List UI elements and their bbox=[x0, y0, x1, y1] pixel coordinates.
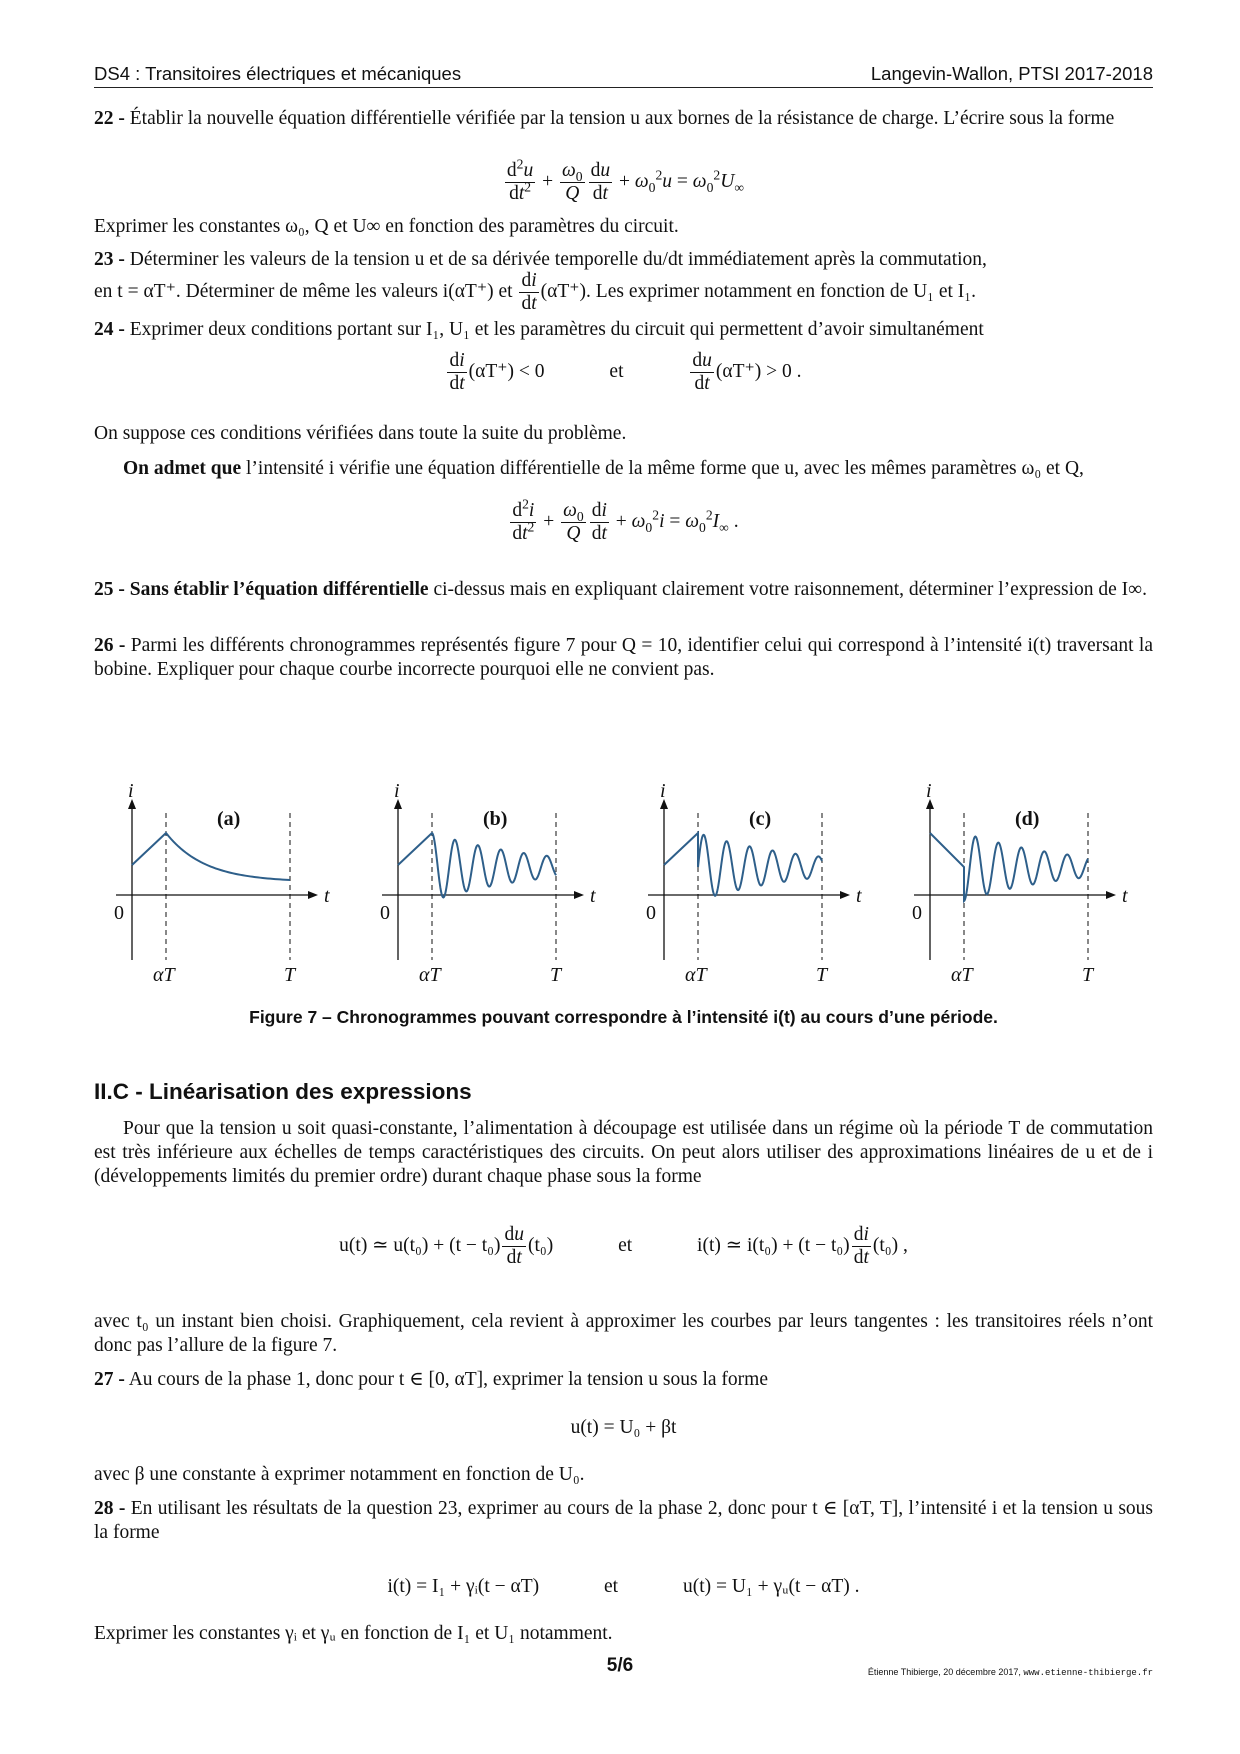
x-axis-arrow bbox=[574, 891, 584, 899]
q27-equation: u(t) = U₀ + βt bbox=[570, 1417, 677, 1438]
chronogram-curve bbox=[398, 833, 556, 897]
cond-and: et bbox=[609, 360, 624, 382]
eq-and: et bbox=[618, 1234, 633, 1256]
t-label: T bbox=[284, 964, 296, 986]
question-text: Au cours de la phase 1, donc pour t ∈ [0, αT], exprimer la tension u sous la forme bbox=[128, 1369, 768, 1390]
y-axis-label: i bbox=[394, 780, 400, 802]
q23-line2a: en t = αT⁺. Déterminer de même les valeurs i(αT⁺) et bbox=[94, 280, 513, 302]
x-axis-label: t bbox=[324, 885, 330, 907]
alpha-t-label: αT bbox=[685, 964, 707, 986]
question-text: En utilisant les résultats de la question 23, exprimer au cours de la phase 2, donc pour t ∈ [αT, T], l’intensité i et la tension u sous la forme bbox=[94, 1498, 1154, 1543]
question-number: 26 - bbox=[94, 635, 126, 656]
panel-label: (d) bbox=[1015, 808, 1040, 830]
alpha-t-label: αT bbox=[419, 964, 441, 986]
footer-credit-text: Étienne Thibierge, 20 décembre 2017, bbox=[867, 1667, 1021, 1677]
footer-url: www.etienne-thibierge.fr bbox=[1023, 1668, 1153, 1678]
page-number: 5/6 bbox=[606, 1655, 634, 1676]
question-text: Déterminer les valeurs de la tension u et de sa dérivée temporelle du/dt immédiatement après la commutation, bbox=[129, 249, 987, 270]
question-number: 24 - bbox=[94, 319, 125, 340]
question-23-line2: en t = αT⁺. Déterminer de même les valeurs i(αT⁺) et $\frac{di}{dt}$ (αT⁺). Les exprimer notamment en fonction de U₁ et I₁. bbox=[94, 270, 976, 314]
q28-eq-and: et bbox=[604, 1576, 619, 1597]
cond-right: (αT⁺) > 0 . bbox=[715, 360, 802, 382]
q23-line2b: (αT⁺). Les exprimer notamment en fonction de U₁ et I₁. bbox=[540, 280, 976, 302]
question-number: 22 - bbox=[94, 108, 125, 129]
eq-right-b: (t₀) , bbox=[872, 1234, 908, 1256]
origin-label: 0 bbox=[912, 902, 922, 924]
linear-approx-equation: u(t) ≃ u(t₀) + (t − t₀) $\frac{du}{dt}$ (t₀) et i(t) ≃ i(t₀) + (t − t₀) $\frac{di}{dt}$ (t₀) , bbox=[339, 1224, 908, 1268]
page-header bbox=[94, 62, 1153, 88]
t-label: T bbox=[816, 964, 828, 986]
x-axis-label: t bbox=[856, 885, 862, 907]
lin-follow: avec t₀ un instant bien choisi. Graphiquement, cela revient à approximer les courbes par leurs tangentes : les transitoires réels n’ont donc pas l’allure de la figure 7. bbox=[94, 1311, 1153, 1356]
chronogram-curve bbox=[664, 833, 822, 896]
panel-label: (a) bbox=[217, 808, 241, 830]
question-number: 25 - bbox=[94, 579, 125, 600]
alpha-t-label: αT bbox=[951, 964, 973, 986]
question-23 bbox=[94, 248, 1153, 272]
y-axis-label: i bbox=[926, 780, 932, 802]
t-label: T bbox=[550, 964, 562, 986]
q27-follow: avec β une constante à exprimer notamment en fonction de U₀. bbox=[94, 1464, 585, 1485]
x-axis-label: t bbox=[1122, 885, 1128, 907]
panel-label: (c) bbox=[749, 808, 772, 830]
origin-label: 0 bbox=[380, 902, 390, 924]
question-text: Exprimer deux conditions portant sur I₁, U₁ et les paramètres du circuit qui permettent d’avoir simultanément bbox=[129, 319, 984, 340]
question-28 bbox=[94, 1497, 1153, 1545]
eq-left-b: (t₀) bbox=[527, 1234, 554, 1256]
chronogram-curve bbox=[930, 833, 1088, 901]
question-27 bbox=[94, 1368, 1153, 1392]
admit-bold: On admet que bbox=[123, 458, 242, 479]
cond-left: (αT⁺) < 0 bbox=[468, 360, 545, 382]
origin-label: 0 bbox=[646, 902, 656, 924]
lin-intro-text: Pour que la tension u soit quasi-constante, l’alimentation à découpage est utilisée dans un régime où la période T de commutation est très inférieure aux échelles de temps caractéristiques des circuits. On peut alors utiliser des approximations linéaires de u et de i (développements limités du premier ordre) durant chaque phase sous la forme bbox=[94, 1118, 1153, 1187]
header-left: DS4 : Transitoires électriques et mécaniques bbox=[94, 63, 462, 84]
question-25 bbox=[94, 578, 1153, 602]
origin-label: 0 bbox=[114, 902, 124, 924]
admit-paragraph bbox=[94, 457, 1153, 481]
question-text: ci-dessus mais en expliquant clairement votre raisonnement, déterminer l’expression de I∞. bbox=[433, 579, 1147, 600]
q28-follow: Exprimer les constantes γᵢ et γᵤ en fonction de I₁ et U₁ notamment. bbox=[94, 1623, 613, 1644]
figure-caption: Figure 7 – Chronogrammes pouvant correspondre à l’intensité i(t) au cours d’une période. bbox=[249, 1007, 998, 1027]
equation-i: $\frac{d^2i}{dt^2}$ + $\frac{\omega_0}{Q}$ $\frac{di}{dt}$ + $\omega_0^2i = \omega_0^2I_\infty$ . bbox=[512, 496, 739, 544]
q28-equation bbox=[94, 1575, 1153, 1599]
question-number: 28 - bbox=[94, 1498, 126, 1519]
question-text: Parmi les différents chronogrammes représentés figure 7 pour Q = 10, identifier celui qui correspond à l’intensité i(t) traversant la bobine. Expliquer pour chaque courbe incorrecte pourquoi elle ne convient pas. bbox=[94, 635, 1153, 680]
question-bold: Sans établir l’équation différentielle bbox=[129, 579, 429, 600]
t-label: T bbox=[1082, 964, 1094, 986]
x-axis-arrow bbox=[840, 891, 850, 899]
x-axis-label: t bbox=[590, 885, 596, 907]
q28-eq-right: u(t) = U₁ + γᵤ(t − αT) . bbox=[682, 1576, 860, 1597]
eq-right-a: i(t) ≃ i(t₀) + (t − t₀) bbox=[697, 1234, 850, 1256]
admit-text: l’intensité i vérifie une équation différentielle de la même forme que u, avec les mêmes paramètres ω₀ et Q, bbox=[245, 458, 1084, 479]
equation-u: $\frac{d^2u}{dt^2}$ + $\frac{\omega_0}{Q}$ $\frac{du}{dt}$ + $\omega_0^2u = \omega_0^2U_\infty$ bbox=[506, 156, 745, 204]
figure-7-chronograms bbox=[0, 775, 1240, 1000]
alpha-t-label: αT bbox=[153, 964, 175, 986]
q22-follow: Exprimer les constantes ω₀, Q et U∞ en fonction des paramètres du circuit. bbox=[94, 216, 679, 237]
header-right: Langevin-Wallon, PTSI 2017-2018 bbox=[870, 63, 1153, 84]
footer-credit bbox=[868, 1660, 1153, 1685]
question-24 bbox=[94, 318, 1153, 342]
q28-eq-left: i(t) = I₁ + γᵢ(t − αT) bbox=[387, 1576, 540, 1597]
y-axis-label: i bbox=[128, 780, 134, 802]
conditions-equation: $\frac{di}{dt}$ (αT⁺) < 0 et $\frac{du}{dt}$ (αT⁺) > 0 . bbox=[449, 350, 802, 394]
x-axis-arrow bbox=[1106, 891, 1116, 899]
x-axis-arrow bbox=[308, 891, 318, 899]
question-text: Établir la nouvelle équation différentielle vérifiée par la tension u aux bornes de la résistance de charge. L’écrire sous la forme bbox=[129, 108, 1115, 129]
y-axis-label: i bbox=[660, 780, 666, 802]
eq-left-a: u(t) ≃ u(t₀) + (t − t₀) bbox=[339, 1234, 501, 1256]
question-number: 23 - bbox=[94, 249, 125, 270]
question-22 bbox=[94, 107, 1153, 131]
section-title: II.C - Linéarisation des expressions bbox=[94, 1079, 472, 1104]
question-26 bbox=[94, 634, 1153, 682]
panel-label: (b) bbox=[483, 808, 508, 830]
chronogram-curve bbox=[132, 833, 290, 880]
q24-follow: On suppose ces conditions vérifiées dans toute la suite du problème. bbox=[94, 423, 627, 444]
question-number: 27 - bbox=[94, 1369, 125, 1390]
